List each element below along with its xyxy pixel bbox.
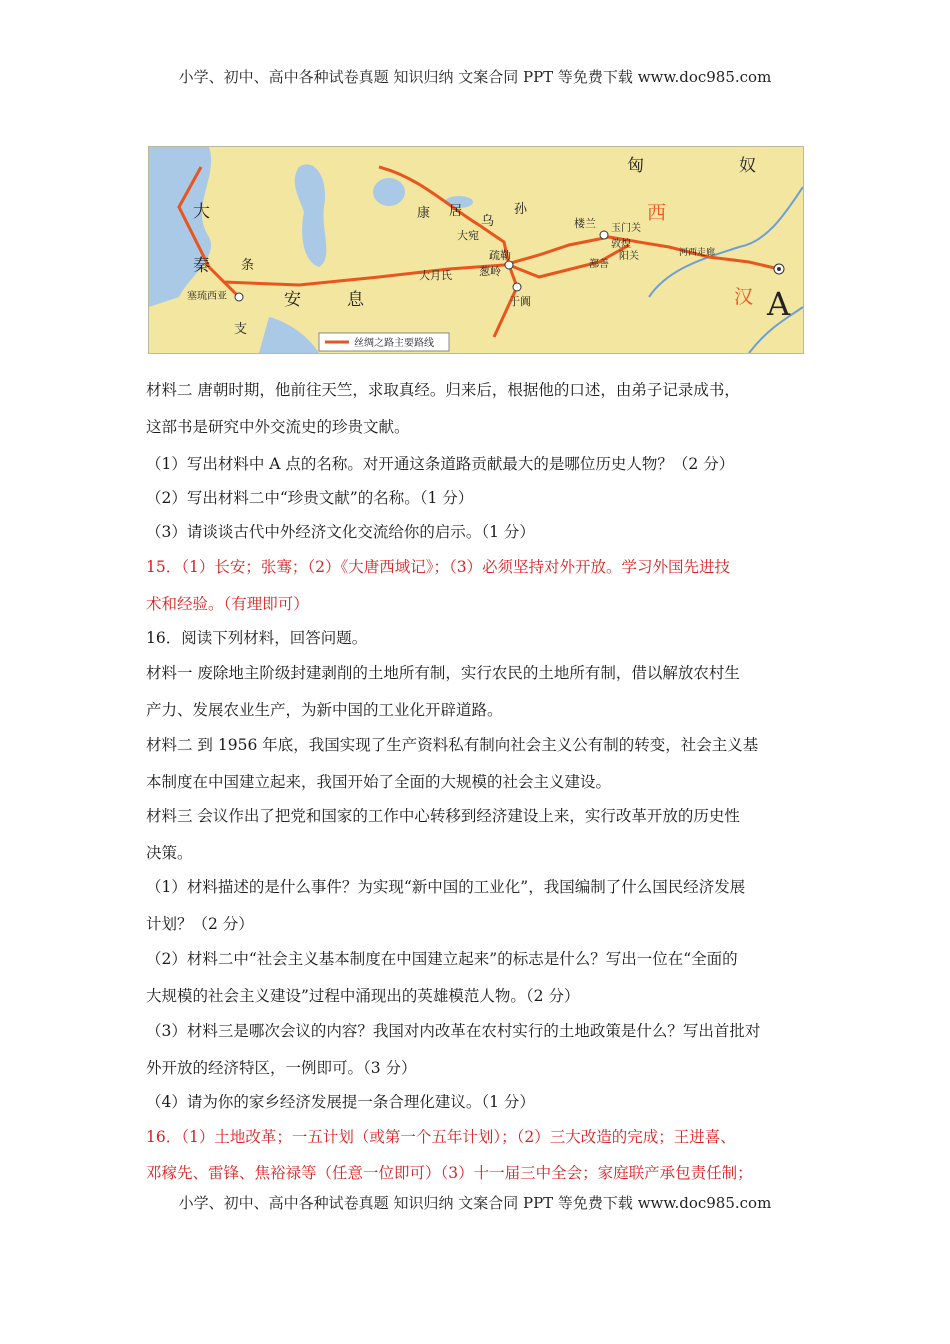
- label-shanshan: 鄯善: [589, 259, 609, 270]
- label-yangguan: 阳关: [619, 251, 639, 262]
- label-kang: 康: [417, 206, 431, 221]
- label-xi2: 息: [347, 290, 364, 310]
- label-han: 汉: [734, 286, 754, 308]
- label-loulan: 楼兰: [574, 217, 596, 230]
- label-dunhuang: 敦煌: [611, 239, 631, 250]
- text-line: 材料二 唐朝时期，他前往天竺，求取真经。归来后，根据他的口述，由弟子记录成书，: [146, 381, 740, 399]
- label-qin: 秦: [193, 256, 210, 276]
- text-line: 本制度在中国建立起来，我国开始了全面的大规模的社会主义建设。: [146, 773, 612, 791]
- silk-road-map: [148, 146, 804, 354]
- label-xi: 西: [647, 202, 667, 224]
- shule-point: [505, 261, 513, 269]
- label-zhi: 支: [234, 322, 248, 337]
- map-legend-label: 丝绸之路主要路线: [354, 338, 434, 349]
- label-congling: 葱岭: [479, 265, 501, 278]
- label-xiongnu-2: 奴: [739, 156, 756, 176]
- question-line: （4）请为你的家乡经济发展提一条合理化建议。（1 分）: [146, 1093, 535, 1111]
- label-da: 大: [193, 202, 210, 222]
- label-wu: 乌: [481, 214, 495, 229]
- seleucia-point: [235, 293, 243, 301]
- question-line: 大规模的社会主义建设”过程中涌现出的英雄模范人物。（2 分）: [146, 987, 580, 1005]
- label-dawan: 大宛: [457, 229, 479, 242]
- text-line: 这部书是研究中外交流史的珍贵文献。: [146, 418, 410, 436]
- label-dayuezhi: 大月氏: [419, 269, 452, 282]
- question-line: 16．阅读下列材料，回答问题。: [146, 629, 368, 647]
- label-ju: 居: [449, 204, 463, 219]
- label-yumenguan: 玉门关: [611, 223, 641, 234]
- question-line: （2）写出材料二中“珍贵文献”的名称。（1 分）: [146, 489, 474, 507]
- label-seleucia: 塞琉西亚: [187, 291, 227, 302]
- question-line: 外开放的经济特区，一例即可。（3 分）: [146, 1059, 417, 1077]
- answer-line: 15．（1）长安；张骞；（2）《大唐西域记》；（3）必须坚持对外开放。学习外国先进技: [146, 558, 731, 576]
- label-tiao: 条: [241, 258, 255, 273]
- question-line: （3）请谈谈古代中外经济文化交流给你的启示。（1 分）: [146, 523, 535, 541]
- question-line: （3）材料三是哪次会议的内容？我国对内改革在农村实行的土地政策是什么？写出首批对: [146, 1022, 761, 1040]
- dunhuang-point: [600, 231, 608, 239]
- label-hexi: 河西走廊: [679, 248, 716, 258]
- question-line: （2）材料二中“社会主义基本制度在中国建立起来”的标志是什么？写出一位在“全面的: [146, 950, 738, 968]
- text-line: 材料一 废除地主阶级封建剥削的土地所有制，实行农民的土地所有制，借以解放农村生: [146, 664, 740, 682]
- page-footer: 小学、初中、高中各种试卷真题 知识归纳 文案合同 PPT 等免费下载 www.doc985.com: [178, 1194, 772, 1212]
- question-line: （1）材料描述的是什么事件？为实现“新中国的工业化”，我国编制了什么国民经济发展: [146, 878, 746, 896]
- label-shule: 疏勒: [489, 249, 511, 262]
- text-line: 决策。: [146, 844, 193, 862]
- label-point-a: A: [767, 285, 791, 323]
- text-line: 产力、发展农业生产，为新中国的工业化开辟道路。: [146, 701, 503, 719]
- question-line: （1）写出材料中 A 点的名称。对开通这条道路贡献最大的是哪位历史人物？（2 分）: [146, 455, 735, 473]
- map-aral-sea: [373, 178, 405, 206]
- label-an: 安: [284, 290, 301, 310]
- label-xiongnu-1: 匈: [627, 156, 644, 176]
- answer-line: 16．（1）土地改革；一五计划（或第一个五年计划）；（2）三大改造的完成；王进喜、: [146, 1128, 736, 1146]
- text-line: 材料二 到 1956 年底，我国实现了生产资料私有制向社会主义公有制的转变，社会主义基: [146, 736, 759, 754]
- page-header: 小学、初中、高中各种试卷真题 知识归纳 文案合同 PPT 等免费下载 www.doc985.com: [178, 68, 772, 86]
- label-sun: 孙: [514, 202, 528, 217]
- question-line: 计划？（2 分）: [146, 915, 254, 933]
- label-yutian: 于阗: [509, 295, 531, 308]
- answer-line: 邓稼先、雷锋、焦裕禄等（任意一位即可）（3）十一届三中全会；家庭联产承包责任制；: [146, 1164, 753, 1182]
- text-line: 材料三 会议作出了把党和国家的工作中心转移到经济建设上来，实行改革开放的历史性: [146, 807, 740, 825]
- answer-line: 术和经验。（有理即可）: [146, 595, 309, 613]
- yutian-point: [513, 283, 521, 291]
